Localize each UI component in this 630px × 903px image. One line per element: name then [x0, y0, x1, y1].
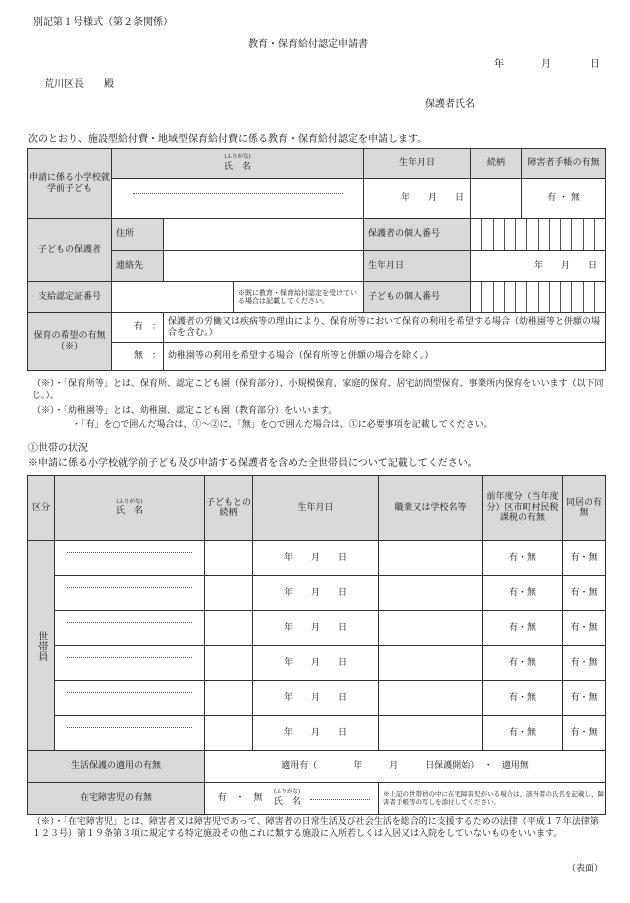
- disab-name-block: [274, 790, 301, 807]
- member-job-field[interactable]: [379, 646, 483, 681]
- wish-label: 保育の希望の有無（※）: [28, 313, 112, 371]
- member-tax-field[interactable]: 有・無: [483, 611, 563, 646]
- wish-yes-text: 保護者の労働又は疾病等の理由により、保育所等において保育の利用を希望する場合（幼稚園等と併願の場合を含む。）: [164, 313, 606, 343]
- col-birth: 生年月日: [253, 476, 379, 541]
- welfare-field[interactable]: 適用有（ 年 月 日保護開始） ・ 適用無: [205, 751, 606, 783]
- contact-field[interactable]: [164, 251, 364, 282]
- wish-no-mark[interactable]: 無 ：: [112, 343, 164, 371]
- child-relation-field[interactable]: [471, 179, 522, 219]
- table-row: [28, 611, 606, 646]
- member-live-field[interactable]: 有・無: [563, 646, 606, 681]
- table-row: [28, 576, 606, 611]
- member-relation-field[interactable]: [205, 576, 253, 611]
- child-birth-field[interactable]: 年 月 日: [364, 179, 471, 219]
- application-table: [27, 148, 606, 371]
- address-field[interactable]: [164, 219, 364, 251]
- wish-no-text: 幼稚園等の利用を希望する場合（保育所等と併願の場合を除く。）: [164, 343, 606, 371]
- member-tax-field[interactable]: 有・無: [483, 681, 563, 716]
- disab-name-label: 氏 名: [273, 796, 301, 807]
- date-month: 月: [541, 59, 551, 70]
- child-disability-field[interactable]: 有 ・ 無: [522, 179, 606, 219]
- cert-no-field[interactable]: [112, 282, 234, 313]
- cert-note: ※既に教育・保育給付認定を受けている場合は記載してください。: [234, 282, 364, 313]
- address-label: 住所: [112, 219, 164, 251]
- member-live-field[interactable]: 有・無: [563, 541, 606, 576]
- form-title: 教育・保育給付認定申請書: [248, 39, 368, 50]
- name-label: 氏 名: [224, 161, 252, 172]
- disab-yesno[interactable]: 有 ・ 無: [217, 793, 263, 804]
- note-hoikusho: （※）・「保育所等」とは、保育所、認定こども園（保育部分）、小規模保育、家庭的保育、居宅訪問型保育、事業所内保育をいいます（以下同じ。）。: [32, 379, 604, 401]
- child-label: 申請に係る小学校就学前子ども: [28, 149, 112, 219]
- member-job-field[interactable]: [379, 681, 483, 716]
- member-job-field[interactable]: [379, 576, 483, 611]
- member-birth-field[interactable]: 年 月 日: [253, 611, 379, 646]
- child-name-header: [112, 149, 364, 179]
- member-relation-field[interactable]: [205, 541, 253, 576]
- furigana-label: (ふりがな): [116, 498, 143, 505]
- col-live: 同居の有無: [563, 476, 606, 541]
- page-side-label: （表面）: [567, 864, 604, 874]
- note-circle: ・「有」を○で囲んだ場合は、①～②に、「無」を○で囲んだ場合は、①に必要事項を記載してください。: [72, 420, 493, 430]
- member-name-field[interactable]: [55, 646, 205, 681]
- name-label: 氏 名: [115, 506, 143, 517]
- table-row: [28, 716, 606, 751]
- household-table: [27, 475, 606, 815]
- guardian-name-label: 保護者氏名: [425, 99, 475, 110]
- id-digit-boxes: [471, 219, 605, 250]
- cert-no-label: 支給認定証番号: [28, 282, 112, 313]
- contact-label: 連絡先: [112, 251, 164, 282]
- table-row: [28, 541, 606, 576]
- table-row: [28, 646, 606, 681]
- member-relation-field[interactable]: [205, 646, 253, 681]
- member-tax-field[interactable]: 有・無: [483, 716, 563, 751]
- form-number: 別記第１号様式（第２条関係）: [33, 17, 173, 28]
- member-name-field[interactable]: [55, 611, 205, 646]
- member-name-field[interactable]: [55, 541, 205, 576]
- section-title: ①世帯の状況: [28, 443, 88, 454]
- member-birth-field[interactable]: 年 月 日: [253, 576, 379, 611]
- birth-header: 生年月日: [364, 149, 471, 179]
- member-birth-field[interactable]: 年 月 日: [253, 541, 379, 576]
- member-tax-field[interactable]: 有・無: [483, 646, 563, 681]
- col-job: 職業又は学校名等: [379, 476, 483, 541]
- furigana-label: (ふりがな): [273, 789, 301, 796]
- col-name: [55, 476, 205, 541]
- member-relation-field[interactable]: [205, 611, 253, 646]
- member-job-field[interactable]: [379, 716, 483, 751]
- furigana-label: (ふりがな): [224, 154, 251, 161]
- member-job-field[interactable]: [379, 541, 483, 576]
- member-live-field[interactable]: 有・無: [563, 611, 606, 646]
- col-tax: 前年度分（当年度分）区市町村民税課税の有無: [483, 476, 563, 541]
- member-birth-field[interactable]: 年 月 日: [253, 716, 379, 751]
- section-note: ※申請に係る小学校就学前子ども及び申請する保護者を含めた全世帯員について記載してください。: [28, 458, 478, 469]
- addressee: 荒川区長 殿: [44, 79, 114, 90]
- table-row: [28, 681, 606, 716]
- disab-label: 在宅障害児の有無: [28, 783, 205, 815]
- note-disabled-child: （※）・「在宅障害児」とは、障害者又は障害児であって、障害者の日常生活及び社会生活を総合的に支援するための法律（平成１７年法律第１２３号）第１９条第３項に規定する特定施設その他これに類する施設に入所若しくは入居又は入院をしていないものをいいます。: [32, 817, 599, 839]
- dotted-line: [133, 192, 343, 194]
- guardian-birth-label: 生年月日: [364, 251, 471, 282]
- member-live-field[interactable]: 有・無: [563, 716, 606, 751]
- child-id-label: 子どもの個人番号: [364, 282, 471, 313]
- disability-header: 障害者手帳の有無: [522, 149, 606, 179]
- member-relation-field[interactable]: [205, 716, 253, 751]
- guardian-birth-field[interactable]: 年 月 日: [471, 251, 606, 282]
- child-name-field[interactable]: [112, 179, 364, 219]
- relation-header: 続柄: [471, 149, 522, 179]
- guardian-id-field[interactable]: [471, 219, 606, 251]
- member-birth-field[interactable]: 年 月 日: [253, 646, 379, 681]
- intro-text: 次のとおり、施設型給付費・地域型保育給付費に係る教育・保育給付認定を申請します。: [28, 134, 428, 145]
- member-tax-field[interactable]: 有・無: [483, 541, 563, 576]
- dotted-line: [310, 798, 370, 800]
- member-name-field[interactable]: [55, 681, 205, 716]
- date-year: 年: [494, 59, 504, 70]
- guardian-id-label: 保護者の個人番号: [364, 219, 471, 251]
- member-name-field[interactable]: [55, 716, 205, 751]
- child-id-field[interactable]: [471, 282, 606, 313]
- member-name-field[interactable]: [55, 576, 205, 611]
- member-birth-field[interactable]: 年 月 日: [253, 681, 379, 716]
- member-job-field[interactable]: [379, 611, 483, 646]
- col-kubun: 区分: [28, 476, 55, 541]
- disab-note: ※上記の世帯員の中に在宅障害児がいる場合は、該当者の氏名を記載し、障害者手帳等の写しを添付してください。: [379, 783, 606, 815]
- wish-yes-mark[interactable]: 有 ：: [112, 313, 164, 343]
- member-live-field[interactable]: 有・無: [563, 681, 606, 716]
- member-label: 世帯員: [28, 541, 55, 751]
- note-youchien: （※）・「幼稚園等」とは、幼稚園、認定こども園（教育部分）をいいます。: [32, 406, 338, 416]
- member-tax-field[interactable]: 有・無: [483, 576, 563, 611]
- welfare-label: 生活保護の適用の有無: [28, 751, 205, 783]
- date-day: 日: [590, 59, 600, 70]
- guardian-label: 子どもの保護者: [28, 219, 112, 282]
- col-relation: 子どもとの続柄: [205, 476, 253, 541]
- disab-field[interactable]: [205, 783, 379, 815]
- member-relation-field[interactable]: [205, 681, 253, 716]
- child-id-digit-boxes: [471, 282, 605, 312]
- member-live-field[interactable]: 有・無: [563, 576, 606, 611]
